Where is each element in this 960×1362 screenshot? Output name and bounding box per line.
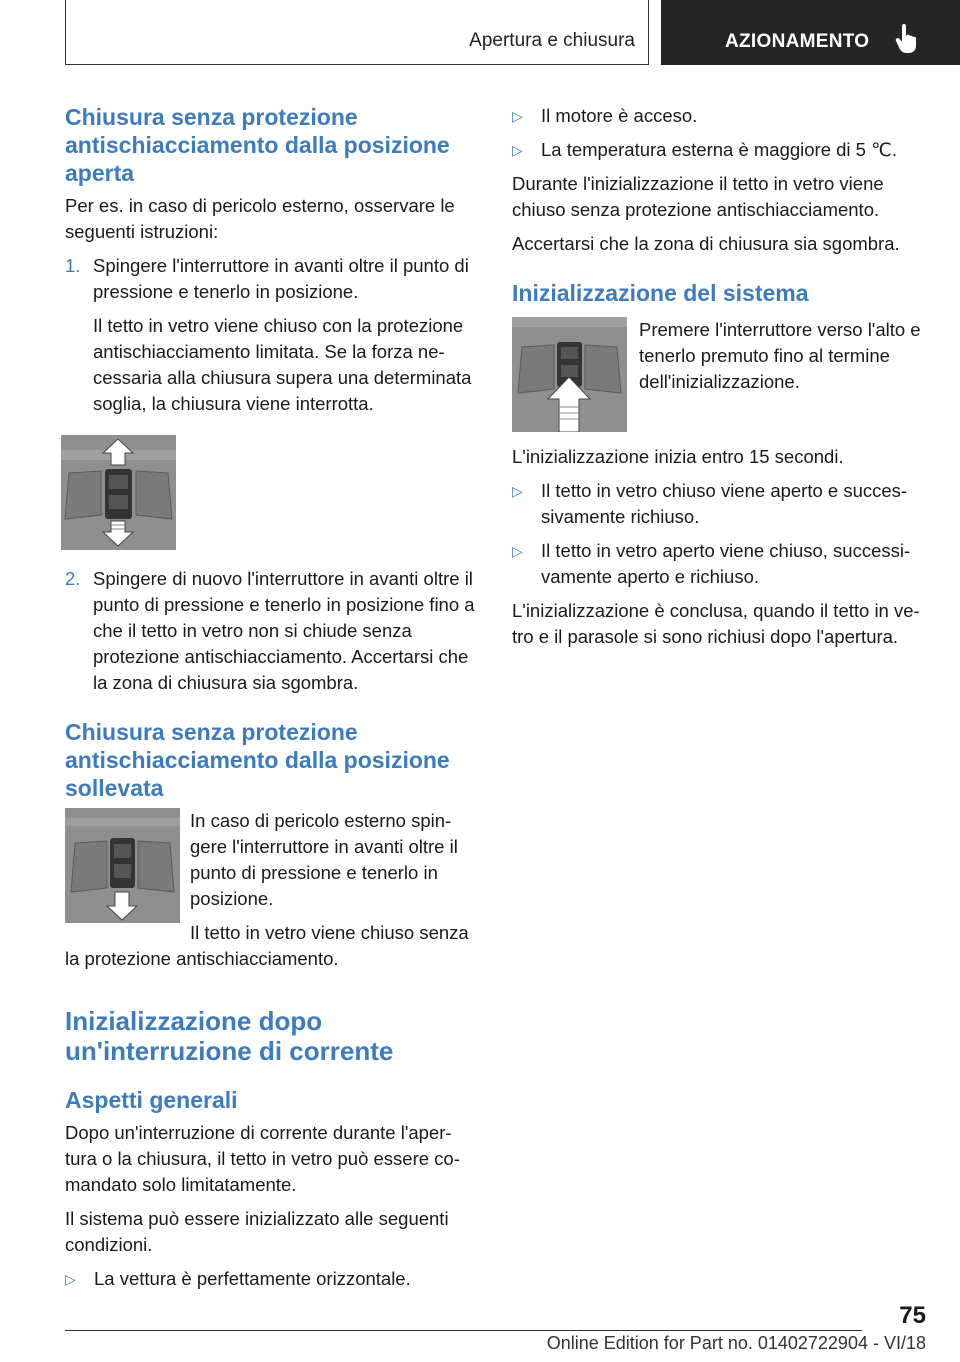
clear-zone-text: Accertarsi che la zona di chiusura sia sgombra. bbox=[512, 233, 900, 254]
raised-note: Il tetto in vetro viene chiuso senza la protezione antischiacciamento. bbox=[65, 922, 469, 969]
section-heading-closing-open: Chiusura senza protezione antischiacciamento dalla posizione aperta bbox=[65, 104, 450, 186]
step-number: 1. bbox=[65, 255, 81, 276]
page-number: 75 bbox=[899, 1302, 926, 1329]
bullet-marker-icon: ▷ bbox=[512, 543, 523, 559]
general-text: Dopo un'interruzione di corrente durante l'apertura o la chiusura, il tetto in vetro può essere comandato solo limitatamente. bbox=[65, 1122, 460, 1195]
done-text: L'inizializzazione è conclusa, quando il tetto in vetro e il parasole si sono richiusi dopo l'apertura. bbox=[512, 600, 920, 647]
bullet-item bbox=[512, 103, 926, 129]
bullet-item bbox=[512, 137, 926, 163]
footer-edition: Online Edition for Part no. 01402722904 - VI/18 bbox=[546, 1333, 926, 1353]
section-heading-closing-raised: Chiusura senza protezione antischiacciamento dalla posizione sollevata bbox=[65, 719, 450, 801]
left-column bbox=[65, 103, 477, 1300]
start-text: L'inizializzazione inizia entro 15 secondi. bbox=[512, 446, 844, 467]
section-heading-initialization: Inizializzazione dopo un'interruzione di corrente bbox=[65, 1006, 394, 1066]
step-1 bbox=[65, 253, 477, 305]
bullet-text: La vettura è perfettamente orizzontale. bbox=[94, 1268, 411, 1289]
bullet-item bbox=[512, 538, 926, 590]
switch-figure-push-forward bbox=[61, 435, 176, 550]
bullet-text: La temperatura esterna è maggiore di 5 ℃. bbox=[541, 139, 898, 160]
footer-divider bbox=[65, 1330, 862, 1331]
subheading-general: Aspetti generali bbox=[65, 1087, 238, 1113]
step-number: 2. bbox=[65, 568, 81, 589]
right-column bbox=[512, 103, 926, 658]
bullet-text: Il tetto in vetro aperto viene chiuso, successivamente aperto e richiuso. bbox=[541, 540, 911, 587]
header-section-title: Apertura e chiusura bbox=[469, 30, 635, 51]
bullet-item bbox=[65, 1266, 477, 1292]
conditions-text: Il sistema può essere inizializzato alle seguenti condizioni. bbox=[65, 1208, 449, 1255]
step-text: Spingere l'interruttore in avanti oltre il punto di pressione e tenerlo in posizione. bbox=[93, 255, 469, 302]
section-heading-system-init: Inizializzazione del sistema bbox=[512, 280, 809, 306]
pointing-hand-icon bbox=[895, 24, 919, 54]
bullet-marker-icon: ▷ bbox=[65, 1271, 76, 1287]
bullet-marker-icon: ▷ bbox=[512, 108, 523, 124]
bullet-text: Il motore è acceso. bbox=[541, 105, 698, 126]
intro-text: Per es. in caso di pericolo esterno, osservare le seguenti istruzioni: bbox=[65, 195, 455, 242]
press-instruction: Premere l'interruttore verso l'alto e tenerlo premuto fino al termine dell'inizializzazione. bbox=[639, 319, 921, 392]
bullet-marker-icon: ▷ bbox=[512, 142, 523, 158]
bullet-item bbox=[512, 478, 926, 530]
bullet-marker-icon: ▷ bbox=[512, 483, 523, 499]
init-info-text: Durante l'inizializzazione il tetto in vetro viene chiuso senza protezione antischiacciamento. bbox=[512, 173, 884, 220]
switch-figure-raised bbox=[65, 808, 180, 923]
raised-instruction: In caso di pericolo esterno spingere l'interruttore in avanti oltre il punto di pressione e tenerlo in posizione. bbox=[190, 810, 458, 909]
header-chapter-title: AZIONAMENTO bbox=[725, 31, 870, 52]
step-2 bbox=[65, 566, 477, 696]
bullet-text: Il tetto in vetro chiuso viene aperto e successivamente richiuso. bbox=[541, 480, 908, 527]
switch-figure-push-up bbox=[512, 317, 627, 432]
step-1-note: Il tetto in vetro viene chiuso con la protezione antischiacciamento limitata. Se la forza necessaria alla chiusura supera una determinata soglia, la chiusura viene interrotta. bbox=[93, 315, 472, 414]
step-text: Spingere di nuovo l'interruttore in avanti oltre il punto di pressione e tenerlo in posizione fino a che il tetto in vetro non si chiude senza protezione antischiacciamento. Accertarsi che la zona di chiusura sia sgombra. bbox=[93, 568, 475, 693]
